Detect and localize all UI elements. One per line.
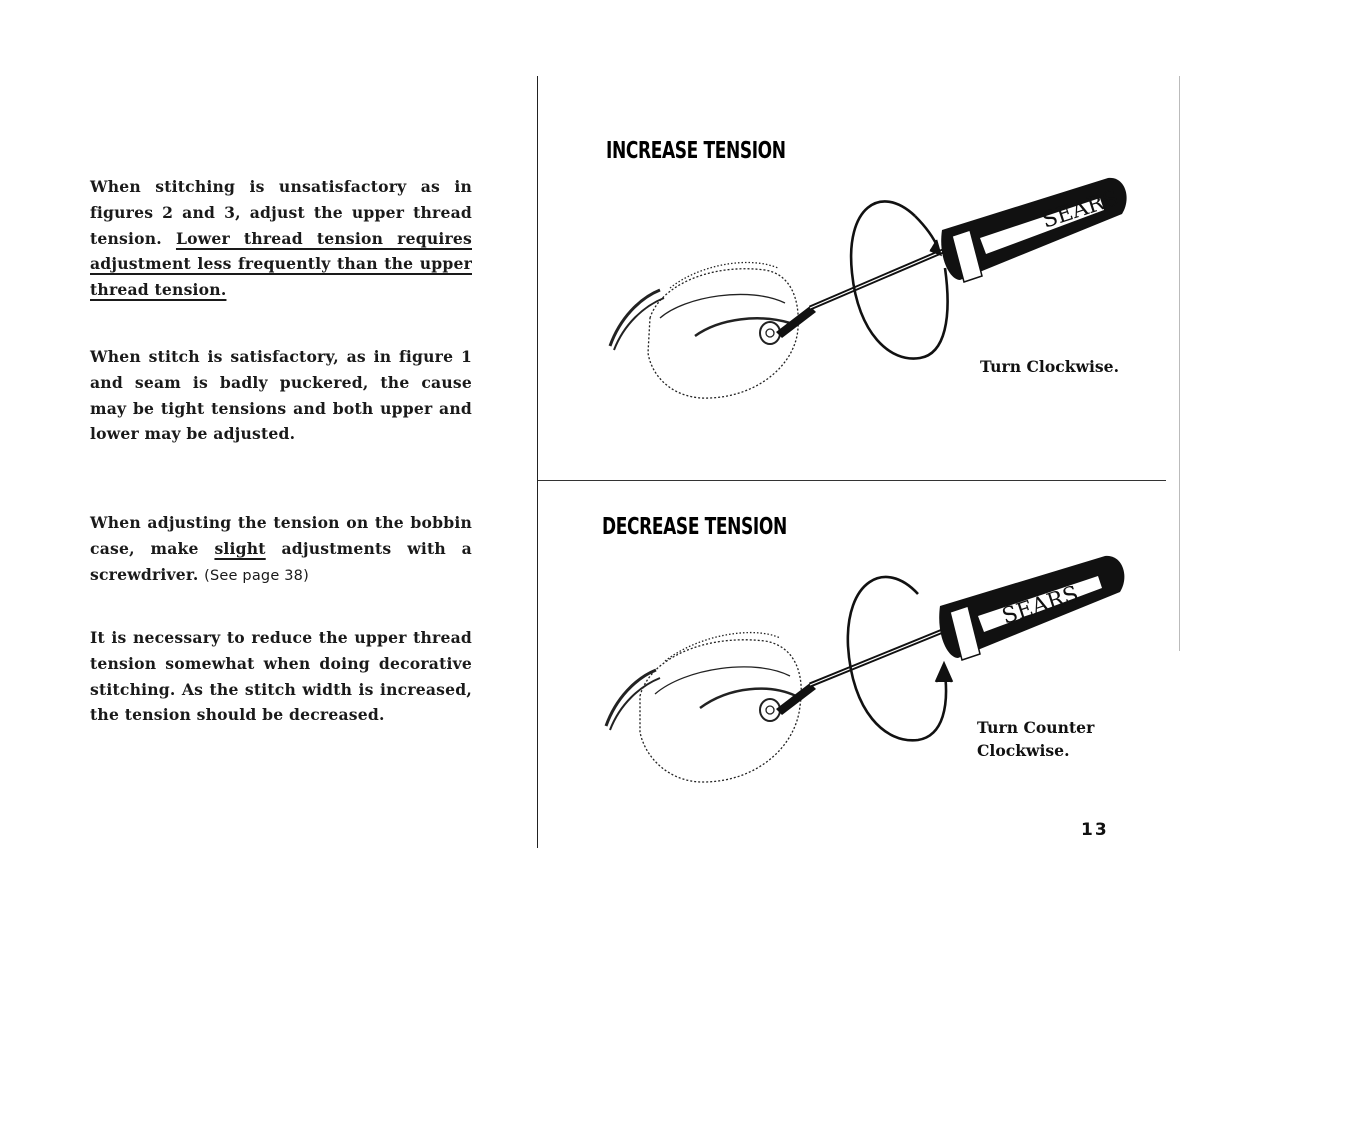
paragraph-bobbin-case [90,510,472,589]
underlined-text: slight [214,538,266,558]
caption-line: Clockwise. [977,741,1070,760]
page-number: 13 [1081,820,1109,840]
paragraph-text: adjustments with a screwdriver. [90,538,472,584]
clockwise-arrow-icon [851,201,947,358]
underlined-text: Lower thread tension requires adjustment less frequently than the upper thread tension. [90,228,472,300]
brand-text: SEARS [999,581,1082,630]
paragraph-text: When adjusting the tension on the bobbin case, make [90,513,472,558]
counterclockwise-arrow-icon [848,577,952,740]
caption-line: Turn Counter [977,718,1095,737]
bobbin-case-icon [610,262,798,398]
decrease-tension-heading: DECREASE TENSION [602,514,787,540]
paragraph-text: When stitching is unsatisfactory as in figures 2 and 3, adjust the upper thread tension. [90,177,472,248]
increase-tension-heading: INCREASE TENSION [606,138,786,164]
page-reference: (See page 38) [204,567,309,584]
column-divider [537,76,538,848]
paragraph-upper-tension [90,174,472,303]
brand-text: SEARS [1039,185,1122,234]
screwdriver-icon [776,556,1124,715]
increase-caption: Turn Clockwise. [980,357,1120,376]
decrease-caption [977,716,1094,762]
page-edge-line [1179,76,1180,651]
paragraph-decorative-stitching: It is necessary to reduce the upper thread tension somewhat when doing decorative stitching. As the stitch width is increased, the tension should be decreased. [90,628,472,725]
paragraph-puckered-seam: When stitch is satisfactory, as in figure 1 and seam is badly puckered, the cause may be tight tensions and both upper and lower may be adjusted. [90,347,472,444]
section-divider [538,480,1166,481]
bobbin-case-icon [606,633,801,782]
